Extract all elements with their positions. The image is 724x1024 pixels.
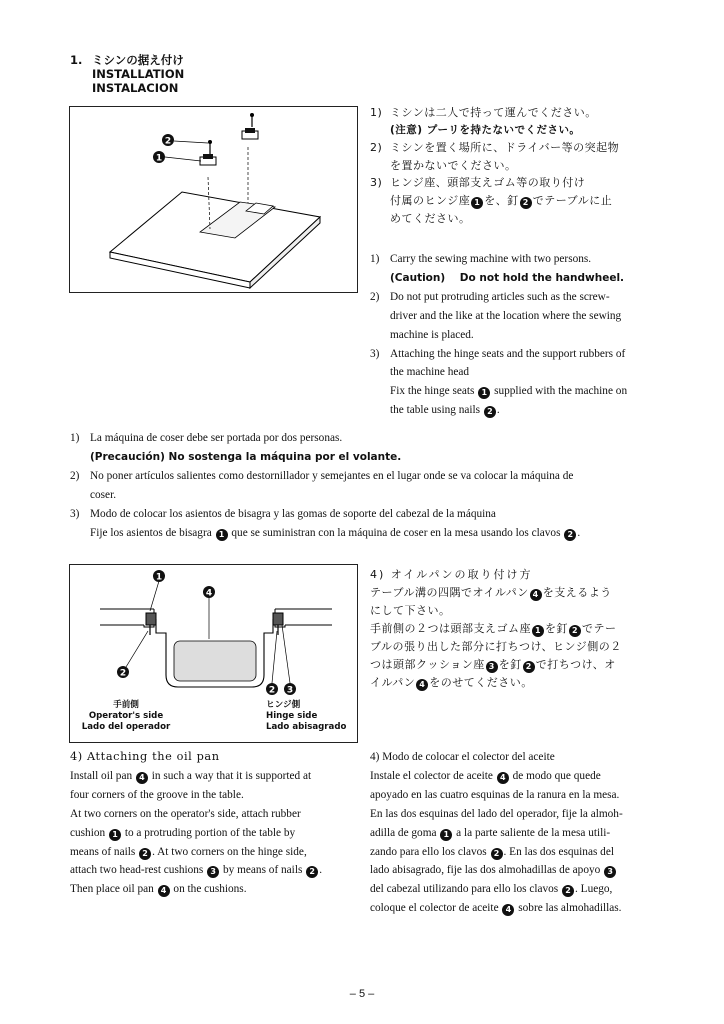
oil-pan-figure — [69, 564, 358, 743]
en-section-4-title: 4) Attaching the oil pan — [70, 750, 220, 763]
marker-2: 2 — [139, 848, 151, 860]
en-caution: (Caution) Do not hold the handwheel. — [390, 271, 625, 284]
marker-3: 3 — [286, 685, 294, 696]
marker-2: 2 — [268, 685, 276, 696]
marker-3: 3 — [604, 866, 616, 878]
marker-1: 1 — [109, 829, 121, 841]
callout-line — [150, 581, 159, 611]
marker-4: 4 — [502, 904, 514, 916]
head-rest-cushion — [273, 613, 283, 625]
marker-2: 2 — [523, 661, 535, 673]
callout-line — [174, 141, 208, 143]
es-instructions-1: 1) La máquina de coser debe ser portada por dos personas. (Precaución) No sostenga la máquina por el volante. 2) No poner artículos salientes como destornillador y semejantes en el lugar onde se va colocar la máquina de coser. 3) Modo de colocar los asientos de bisagra y las gomas de soporte del cabezal de la máquina Fije los asientos de bisagra 1 que se suministran con la máquina de coser en la mesa usando los clavos 2 . — [70, 429, 670, 542]
marker-1: 1 — [216, 529, 228, 541]
marker-4: 4 — [136, 772, 148, 784]
hinge-seat — [200, 154, 216, 165]
section-number: 1. — [70, 53, 83, 67]
en-instructions-4: 4) Attaching the oil pan Install oil pan 4 in such a way that it is supported at four corners of the groove in the table. At two corners on the operator's side, attach rubber cushion 1 to a protruding portion of the table by means of nails 2 . At two corners on the hinge side, attach two head-rest cushions 3 by means of nails 2 . Then place oil pan 4 on the cushions. — [70, 748, 360, 899]
callout-line — [282, 625, 290, 683]
marker-2: 2 — [562, 885, 574, 897]
es-caution: (Precaución) No sostenga la máquina por el volante. — [90, 450, 402, 463]
es-section-4-title: 4) Modo de colocar el colector del aceite — [370, 751, 555, 763]
es-instructions-4: 4) Modo de colocar el colector del aceite Instale el colector de aceite 4 de modo que quede apoyado en las cuatro esquinas de la ranura en la mesa. En las dos esquinas del lado del operador, fije la almoh- adilla de goma 1 a la parte saliente de la mesa utili- zando para ello los clavos 2 . En las dos esquinas del lado abisagrado, fije las dos almohadillas de apoyo 3 del cabezal utilizando para ello los clavos 2 . Luego, coloque el colector de aceite 4 sobre las almohadillas. — [370, 748, 670, 918]
en-instructions-1: 1) Carry the sewing machine with two persons. (Caution) Do not hold the handwheel. 2) Do not put protruding articles such as the screw- driver and the like at the location where the sewing machine is placed. 3) Attaching the hinge seats and the support rubbers of the machine head Fix the hinge seats 1 supplied with the machine on the table using nails 2 . — [370, 250, 670, 420]
rubber-cushion — [146, 613, 156, 625]
oil-pan-body — [174, 641, 256, 681]
marker-4: 4 — [158, 885, 170, 897]
callout-line — [272, 631, 277, 683]
marker-2: 2 — [564, 529, 576, 541]
marker-1: 1 — [471, 197, 483, 209]
page-number: – 5 – — [349, 988, 375, 1000]
marker-1: 1 — [532, 625, 544, 637]
hinge-seat — [242, 128, 258, 139]
marker-1: 1 — [440, 829, 452, 841]
ja-section-4-title: 4) オイルパンの取り付け方 — [370, 568, 533, 581]
operator-side-caption: 手前側 Operator's side Lado del operador — [81, 700, 171, 732]
marker-2: 2 — [520, 197, 532, 209]
table-top-face — [110, 192, 320, 282]
marker-1: 1 — [155, 572, 163, 583]
marker-2: 2 — [164, 136, 172, 147]
ja-instructions-4: 4) オイルパンの取り付け方 テーブル溝の四隅でオイルパン 4 を支えるよう にして下さい。 手前側の２つは頭部支えゴム座 1 を釘 2 でテー ブルの張り出した部分に打ちつけ、ヒンジ側の２ つは頭部クッション座 3 を釘 2 で打ちつけ、オ イルパン 4 をのせてください。 — [370, 566, 670, 692]
title-ja: ミシンの据え付け — [92, 53, 184, 67]
marker-2: 2 — [491, 848, 503, 860]
marker-4: 4 — [416, 679, 428, 691]
nail — [208, 140, 212, 155]
marker-2: 2 — [119, 668, 127, 679]
ja-caution: (注意) プーリを持たないでください。 — [390, 123, 581, 136]
title-en: INSTALLATION — [92, 67, 185, 81]
marker-2: 2 — [569, 625, 581, 637]
section-header — [70, 53, 184, 95]
nail — [250, 113, 254, 127]
marker-1: 1 — [155, 153, 163, 164]
title-es: INSTALACION — [92, 81, 179, 95]
marker-1: 1 — [478, 387, 490, 399]
marker-4: 4 — [205, 588, 213, 599]
marker-2: 2 — [484, 406, 496, 418]
ja-instructions-1: 1) ミシンは二人で持って運んでください。 (注意) プーリを持たないでください。 2) ミシンを置く場所に、ドライバー等の突起物 を置かないでください。 3) ヒンジ座、頭部支えゴム等の取り付け 付属のヒンジ座 1 を、釘 2 でテーブルに止 めてください。 — [370, 104, 670, 227]
marker-4: 4 — [497, 772, 509, 784]
marker-3: 3 — [486, 661, 498, 673]
marker-2: 2 — [306, 866, 318, 878]
callout-line — [165, 157, 201, 161]
table-illustration — [70, 107, 357, 292]
hinge-side-caption: ヒンジ側 Hinge side Lado abisagrado — [266, 700, 347, 732]
marker-3: 3 — [207, 866, 219, 878]
table-figure — [69, 106, 358, 293]
callout-line — [126, 631, 148, 667]
marker-4: 4 — [530, 589, 542, 601]
